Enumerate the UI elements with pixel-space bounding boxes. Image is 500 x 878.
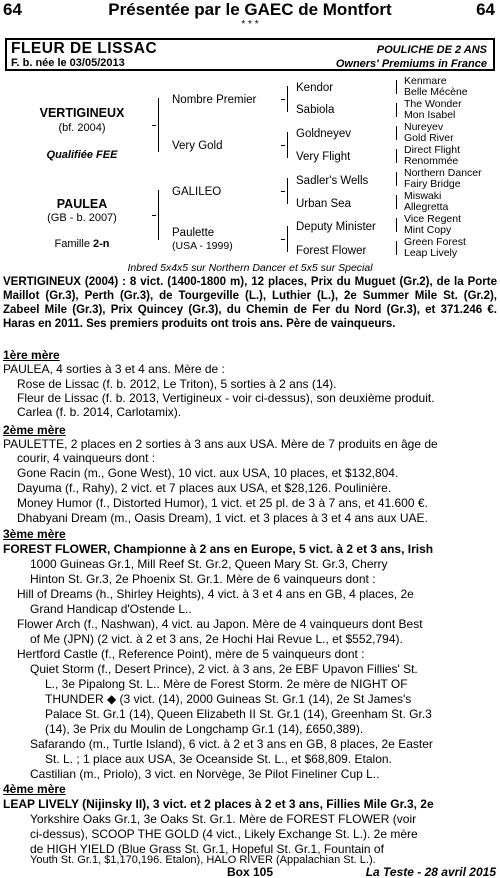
g3-line-15: St. L. ; 1 place aux USA, 3e Oceanside St. L., et $68,809. Etalon. (45, 752, 392, 766)
lot-number-right: 64 (476, 0, 495, 19)
sire-name: VERTIGINEUX (39, 106, 125, 120)
g3-line-6: Flower Arch (f., Nashwan), 4 vict. au Japon. Mère de 4 vainqueurs dont Best (17, 617, 423, 631)
g4-13: Vice Regent (404, 213, 462, 225)
dam-dam-info: (USA - 1999) (172, 240, 233, 252)
g3-line-5: Grand Handicap d'Ostende L.. (30, 602, 192, 616)
g4-3: The Wonder (404, 98, 462, 110)
dam-line-4: Carlea (f. b. 2014, Carlotamix). (17, 405, 182, 419)
g3-line-8: Hertford Castle (f., Reference Point), mère de 5 vainqueurs dont : (17, 647, 365, 661)
g4-4: Mon Isabel (404, 109, 456, 121)
g4-line-3: ci-dessus), SCOOP THE GOLD (4 vict., Likely Exchange St. L.). 2e mère (30, 827, 418, 841)
g4-line-2: Yorkshire Oaks Gr.1, 3e Oaks St. Gr.1. Mère de FOREST FLOWER (voir (30, 812, 417, 826)
g4-14: Mint Copy (404, 224, 452, 236)
sale-date: La Teste - 28 avril 2015 (365, 865, 496, 878)
g3-sadlers-wells: Sadler's Wells (296, 175, 369, 187)
g3-forest-flower: Forest Flower (296, 245, 367, 257)
g3-urban-sea: Urban Sea (296, 198, 351, 210)
horse-type: POULICHE DE 2 ANS (376, 44, 487, 56)
horse-birth: F. b. née le 03/05/2013 (11, 57, 125, 69)
inbreeding-note: Inbred 5x4x5 sur Northern Dancer et 5x5 sur Special (127, 262, 373, 274)
g3-sabiola: Sabiola (296, 104, 335, 116)
dam-line-1: PAULEA, 4 sorties à 3 et 4 ans. Mère de : (3, 362, 225, 376)
g4-5: Nureyev (404, 121, 444, 133)
g2-line-3: Gone Racin (m., Gone West), 10 vict. aux USA, 10 places, et $132,804. (17, 466, 399, 480)
g3-line-12: Palace St. Gr.1 (14), Queen Elizabeth II St. Gr.1 (14), Greenham St. Gr.3 (45, 707, 432, 721)
owners-premiums: Owners' Premiums in France (335, 58, 487, 70)
g4-9: Northern Dancer (404, 167, 482, 179)
horse-title-box (5, 38, 495, 71)
g2-line-6: Dhabyani Dream (m., Oasis Dream), 1 vict. et 3 places à 3 et 4 ans aux UAE. (17, 511, 428, 525)
g3-line-3: Hinton St. Gr.3, 2e Phoenix St. Gr.1. Mère de 6 vainqueurs dont : (30, 572, 376, 586)
sire-info: (bf. 2004) (58, 122, 106, 134)
section-first-dam: 1ère mère (3, 348, 60, 362)
dam-sire: GALILEO (172, 186, 222, 198)
section-second-dam: 2ème mère (3, 423, 66, 437)
g3-line-14: Safarando (m., Turtle Island), 6 vict. à 2 et 3 ans en GB, 8 places, 2e Easter (30, 737, 433, 751)
dam-dam: Paulette (172, 227, 215, 239)
horse-name: FLEUR DE LISSAC (11, 40, 158, 57)
sire-dam: Very Gold (172, 140, 223, 152)
g3-line-13: (14), 3e Prix du Moulin de Longchamp Gr.1 (14), £650,389). (45, 722, 364, 736)
g3-line-4: Hill of Dreams (h., Shirley Heights), 4 vict. à 3 et 4 ans en GB, 4 places, 2e (17, 587, 414, 601)
g4-line-4: de HIGH YIELD (Blue Grass St. Gr.1, Hopeful St. Gr.1, Fountain of (30, 842, 384, 856)
lot-number-left: 64 (3, 0, 22, 19)
g4-2: Belle Mécène (404, 86, 468, 98)
dam-family: Famille 2-n (54, 238, 110, 250)
g4-1: Kenmare (404, 75, 447, 87)
g2-line-2: courir, 4 vainqueurs dont : (17, 451, 156, 465)
g4-12: Allegretta (404, 201, 449, 213)
g3-line-1: FOREST FLOWER, Championne à 2 ans en Europe, 5 vict. à 2 et 3 ans, Irish (3, 542, 434, 556)
g4-10: Fairy Bridge (404, 178, 461, 190)
g3-goldneyev: Goldneyev (296, 128, 351, 140)
g3-line-16: Castilian (m., Priolo), 3 vict. en Norvège, 3e Pilot Fineliner Cup L.. (30, 767, 380, 781)
g4-11: Miswaki (404, 190, 442, 202)
g3-kendor: Kendor (296, 82, 334, 94)
g4-line-1: LEAP LIVELY (Nijinsky II), 3 vict. et 2 places à 2 et 3 ans, Fillies Mile Gr.3, 2e (3, 797, 434, 811)
g4-8: Renommée (404, 155, 459, 167)
g3-line-10: L., 3e Pipalong St. L.. Mère de Forest Storm. 2e mère de NIGHT OF (45, 677, 408, 691)
g2-line-1: PAULETTE, 2 places en 2 sorties à 3 ans aux USA. Mère de 7 produits en âge de (3, 437, 438, 451)
section-fourth-dam: 4ème mère (3, 782, 66, 796)
sire-record: VERTIGINEUX (2004) : 8 vict. (1400-1800 m), 12 places, Prix du Muguet (Gr.2), de la Porte Maillot (Gr.3), Perth (Gr.3), de Tourgeville (L.), Luthier (L.), 2e Summer Mile St. (Gr.2), Zabeel Mile (Gr.3), Prix Quincey (Gr.3), du Chemin de Fer du Nord (Gr.3), et 371.246 €. Haras en 2011. Ses premiers produits ont trois ans. Père de vainqueurs. (3, 276, 497, 330)
g3-very-flight: Very Flight (296, 151, 351, 163)
g4-6: Gold River (404, 132, 454, 144)
g3-deputy-minister: Deputy Minister (296, 221, 376, 233)
g3-line-11: THUNDER ◆ (3 vict. (14), 2000 Guineas St. Gr.1 (14), 2e St James's (45, 692, 412, 706)
page-title: Présentée par le GAEC de Montfort (108, 0, 392, 19)
section-third-dam: 3ème mère (3, 527, 66, 541)
g4-7: Direct Flight (404, 144, 461, 156)
dam-line-3: Fleur de Lissac (f. b. 2013, Vertigineux - voir ci-dessus), son deuxième produit. (17, 391, 435, 405)
g2-line-4: Dayuma (f., Rahy), 2 vict. et 7 places aux USA, et $28,126. Poulinière. (17, 481, 392, 495)
box-number: Box 105 (226, 865, 274, 878)
g4-16: Leap Lively (404, 247, 458, 259)
sire-note: Qualifiée FEE (46, 149, 118, 161)
g3-line-7: of Me (JPN) (2 vict. à 2 et 3 ans, 2e Hochi Hai Revue L., et $552,794). (30, 632, 403, 646)
g2-line-5: Money Humor (f., Distorted Humor), 1 vict. et 25 pl. de 3 à 7 ans, et 41.600 €. (17, 496, 428, 510)
g3-line-9: Quiet Storm (f., Desert Prince), 2 vict. à 3 ans, 2e EBF Upavon Fillies' St. (30, 662, 418, 676)
g4-line-5: Youth St. Gr.1, $1,170,196. Etalon), HALO RIVER (Appalachian St. L.). (30, 854, 376, 866)
dam-line-2: Rose de Lissac (f. b. 2012, Le Triton), 5 sorties à 2 ans (14). (17, 377, 337, 391)
dam-name: PAULEA (56, 197, 108, 211)
g4-15: Green Forest (404, 236, 466, 248)
g3-line-2: 1000 Guineas Gr.1, Mill Reef St. Gr.2, Queen Mary St. Gr.3, Cherry (30, 557, 388, 571)
sire-sire: Nombre Premier (172, 94, 257, 106)
dam-info: (GB - b. 2007) (47, 212, 117, 224)
separator-stars: * * * (241, 19, 259, 30)
